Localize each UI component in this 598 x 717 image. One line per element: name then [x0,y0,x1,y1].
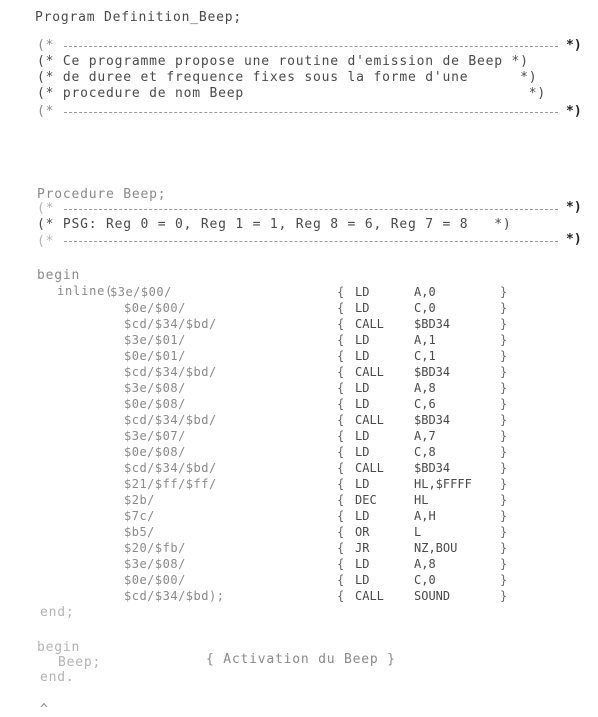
hex-bytes: $3e/$08/ [124,381,186,395]
asm-comment-open: { [337,509,345,523]
asm-opcode: LD [355,429,370,443]
psg-comment: (* PSG: Reg 0 = 0, Reg 1 = 1, Reg 8 = 6, Reg 7 = 8 *) [37,217,512,232]
hex-bytes: $3e/$01/ [124,333,186,347]
program-title: Program Definition_Beep; [35,10,243,25]
asm-comment-open: { [337,493,345,507]
code-row [0,300,598,316]
asm-operand: C,0 [414,573,436,587]
asm-comment-close: } [500,573,508,587]
asm-comment-open: { [337,365,345,379]
code-row [0,460,598,476]
asm-operand: $BD34 [414,365,451,379]
asm-operand: L [414,525,422,539]
asm-comment-close: } [500,333,508,347]
code-row [0,476,598,492]
asm-comment-close: } [500,557,508,571]
code-row [0,284,598,300]
asm-comment-open: { [337,477,345,491]
inline-prefix: inline( [57,284,114,298]
main-activation-comment: { Activation du Beep } [206,652,396,667]
code-row [0,316,598,332]
hex-bytes: $0e/$00/ [124,301,186,315]
asm-comment-close: } [500,413,508,427]
asm-opcode: LD [355,349,370,363]
code-row [0,332,598,348]
asm-opcode: CALL [355,317,384,331]
hex-bytes: $cd/$34/$bd); [124,589,225,603]
asm-comment-close: } [500,477,508,491]
asm-opcode: LD [355,301,370,315]
hex-bytes: $3e/$07/ [124,429,186,443]
psg-comment-open-bottom: (* [37,234,55,249]
asm-comment-close: } [500,541,508,555]
comment-rule-bottom [64,112,558,113]
asm-comment-open: { [337,317,345,331]
asm-operand: C,8 [414,445,436,459]
code-row [0,396,598,412]
asm-opcode: CALL [355,461,384,475]
comment-open-bottom: (* [37,104,55,119]
main-begin: begin [37,640,81,655]
hex-bytes: $0e/$08/ [124,445,186,459]
asm-operand: C,1 [414,349,436,363]
hex-bytes: $cd/$34/$bd/ [124,365,217,379]
code-row [0,444,598,460]
asm-comment-open: { [337,381,345,395]
asm-opcode: LD [355,333,370,347]
psg-rule-top [64,209,558,210]
asm-operand: $BD34 [414,317,451,331]
asm-opcode: LD [355,397,370,411]
main-end: end. [40,670,75,685]
hex-bytes: $cd/$34/$bd/ [124,413,217,427]
asm-operand: C,6 [414,397,436,411]
code-row [0,524,598,540]
intro-comment-line-3: (* procedure de nom Beep *) [37,86,546,101]
asm-comment-close: } [500,589,508,603]
asm-operand: HL [414,493,429,507]
asm-comment-open: { [337,285,345,299]
asm-opcode: LD [355,445,370,459]
comment-rule-top [64,46,558,47]
asm-opcode: LD [355,557,370,571]
psg-rule-bottom [64,241,558,242]
asm-operand: NZ,BOU [414,541,458,555]
asm-comment-open: { [337,349,345,363]
comment-open-top: (* [37,38,55,53]
asm-operand: A,H [414,509,436,523]
asm-operand: $BD34 [414,413,451,427]
asm-opcode: LD [355,477,370,491]
asm-comment-open: { [337,413,345,427]
hex-bytes: $3e/$08/ [124,557,186,571]
asm-operand: SOUND [414,589,451,603]
asm-operand: A,8 [414,381,436,395]
hex-bytes: $0e/$01/ [124,349,186,363]
code-row [0,364,598,380]
asm-comment-open: { [337,397,345,411]
hex-bytes: $7c/ [124,509,155,523]
asm-opcode: CALL [355,589,384,603]
asm-operand: C,0 [414,301,436,315]
asm-comment-open: { [337,301,345,315]
code-row [0,572,598,588]
asm-opcode: DEC [355,493,377,507]
asm-opcode: CALL [355,413,384,427]
asm-comment-open: { [337,557,345,571]
hex-bytes: $cd/$34/$bd/ [124,317,217,331]
procedure-end: end; [40,605,75,620]
asm-comment-open: { [337,541,345,555]
asm-opcode: CALL [355,365,384,379]
code-row [0,348,598,364]
code-row [0,428,598,444]
asm-opcode: LD [355,381,370,395]
asm-comment-close: } [500,365,508,379]
asm-comment-close: } [500,285,508,299]
asm-comment-open: { [337,461,345,475]
asm-comment-open: { [337,573,345,587]
asm-operand: $BD34 [414,461,451,475]
psg-comment-close-bottom: *) [566,232,582,247]
hex-bytes: $3e/$00/ [110,285,172,299]
asm-comment-close: } [500,317,508,331]
asm-operand: A,1 [414,333,436,347]
asm-comment-close: } [500,429,508,443]
hex-bytes: $cd/$34/$bd/ [124,461,217,475]
code-row [0,380,598,396]
footer-caret-mark: ^ [40,702,49,717]
asm-comment-close: } [500,445,508,459]
intro-comment-line-2: (* de duree et frequence fixes sous la forme d'une *) [37,70,538,85]
code-row [0,492,598,508]
asm-comment-close: } [500,349,508,363]
code-row [0,540,598,556]
asm-comment-close: } [500,493,508,507]
comment-close-bottom: *) [566,104,582,119]
asm-comment-open: { [337,429,345,443]
asm-comment-open: { [337,589,345,603]
asm-opcode: OR [355,525,370,539]
code-row [0,508,598,524]
psg-comment-close-top: *) [566,200,582,215]
asm-opcode: LD [355,573,370,587]
asm-comment-close: } [500,525,508,539]
asm-comment-open: { [337,525,345,539]
hex-bytes: $0e/$00/ [124,573,186,587]
asm-operand: HL,$FFFF [414,477,472,491]
asm-comment-open: { [337,445,345,459]
asm-comment-close: } [500,461,508,475]
procedure-header: Procedure Beep; [37,187,167,202]
asm-opcode: LD [355,509,370,523]
code-row [0,556,598,572]
intro-comment-line-1: (* Ce programme propose une routine d'emission de Beep *) [37,54,529,69]
asm-comment-open: { [337,333,345,347]
comment-close-top: *) [566,38,582,53]
asm-comment-close: } [500,301,508,315]
code-row [0,412,598,428]
hex-bytes: $b5/ [124,525,155,539]
procedure-begin: begin [37,268,81,283]
asm-comment-close: } [500,509,508,523]
hex-bytes: $0e/$08/ [124,397,186,411]
asm-operand: A,7 [414,429,436,443]
asm-opcode: LD [355,285,370,299]
psg-comment-open-top: (* [37,201,55,216]
main-beep-call: Beep; [58,655,102,670]
code-row [0,588,598,604]
asm-operand: A,0 [414,285,436,299]
asm-comment-close: } [500,397,508,411]
asm-opcode: JR [355,541,370,555]
hex-bytes: $20/$fb/ [124,541,186,555]
asm-comment-close: } [500,381,508,395]
hex-bytes: $2b/ [124,493,155,507]
hex-bytes: $21/$ff/$ff/ [124,477,217,491]
asm-operand: A,8 [414,557,436,571]
